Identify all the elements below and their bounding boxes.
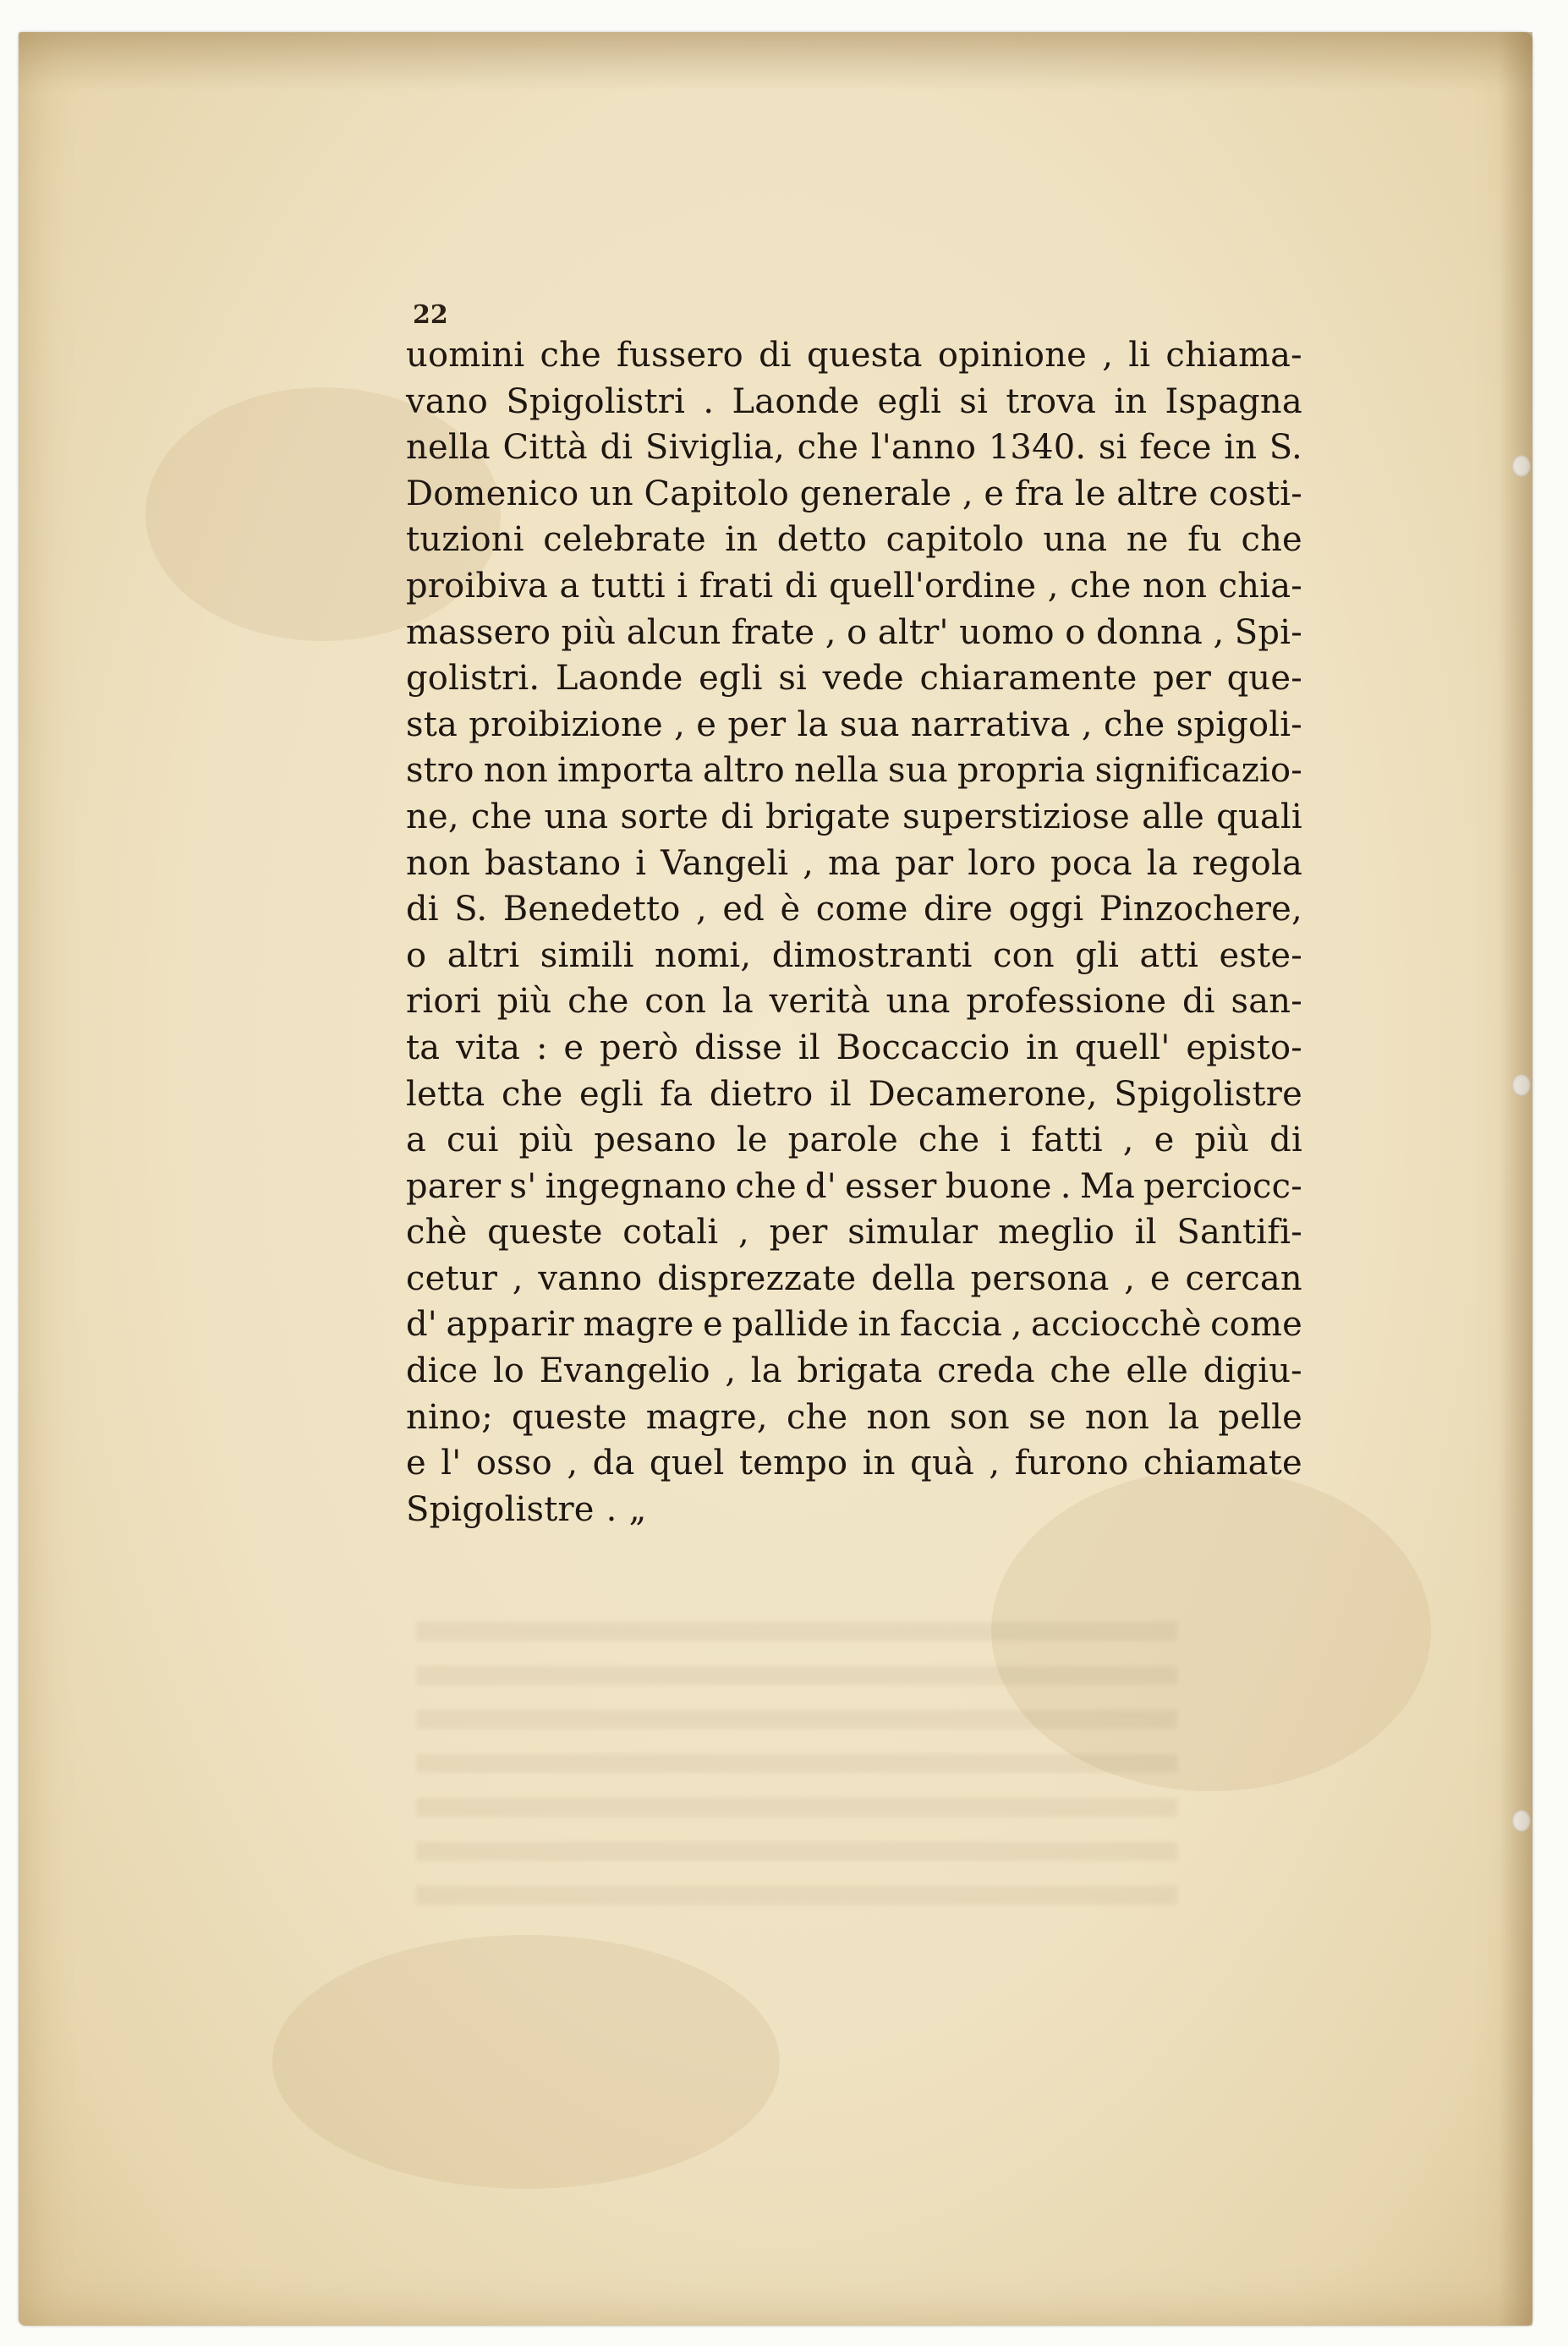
- binding-hole: [1512, 1074, 1531, 1096]
- text-line: riori più che con la verità una professione di san-: [406, 982, 1302, 1022]
- text-line: ta vita : e però disse il Boccaccio in quell' episto-: [406, 1028, 1302, 1067]
- text-line: dice lo Evangelio , la brigata creda che elle digiu-: [406, 1351, 1302, 1391]
- text-line: parer s' ingegnano che d' esser buone . Ma perciocc-: [406, 1166, 1302, 1206]
- text-line: o altri simili nomi, dimostranti con gli atti este-: [406, 935, 1302, 975]
- text-line: uomini che fussero di questa opinione , li chiama-: [406, 336, 1302, 375]
- text-line: a cui più pesano le parole che i fatti , e più di: [406, 1121, 1302, 1160]
- text-line: letta che egli fa dietro il Decamerone, Spigolistre: [406, 1074, 1302, 1114]
- text-line: d' apparir magre e pallide in faccia , acciocchè come: [406, 1305, 1302, 1345]
- text-line: ne, che una sorte di brigate superstiziose alle quali: [406, 797, 1302, 836]
- binding-hole: [1512, 455, 1531, 477]
- page-number: 22: [413, 300, 448, 330]
- text-line: non bastano i Vangeli , ma par loro poca la regola: [406, 843, 1302, 883]
- binding-hole: [1512, 1810, 1531, 1832]
- text-line: chè queste cotali , per simular meglio il Santifi-: [406, 1213, 1302, 1252]
- text-line: stro non importa altro nella sua propria significazio-: [406, 751, 1302, 791]
- text-line: e l' osso , da quel tempo in quà , furono chiamate: [406, 1444, 1302, 1483]
- text-line: golistri. Laonde egli si vede chiaramente per que-: [406, 659, 1302, 699]
- text-line: cetur , vanno disprezzate della persona , e cercan: [406, 1258, 1302, 1298]
- text-line: tuzioni celebrate in detto capitolo una ne fu che: [406, 520, 1302, 560]
- text-line: nella Città di Siviglia, che l'anno 1340. si fece in S.: [406, 428, 1302, 468]
- paper-stain: [272, 1935, 780, 2189]
- text-line: vano Spigolistri . Laonde egli si trova in Ispagna: [406, 381, 1302, 421]
- text-line: nino; queste magre, che non son se non la pelle: [406, 1397, 1302, 1437]
- text-line: Spigolistre . „: [406, 1489, 647, 1529]
- text-line: sta proibizione , e per la sua narrativa , che spigoli-: [406, 704, 1302, 744]
- text-line: Domenico un Capitolo generale , e fra le altre costi-: [406, 474, 1302, 513]
- show-through-text: [416, 1622, 1177, 1910]
- text-line: di S. Benedetto , ed è come dire oggi Pinzochere,: [406, 890, 1302, 929]
- body-text: [406, 332, 1302, 1532]
- text-line: massero più alcun frate , o altr' uomo o donna , Spi-: [406, 612, 1302, 652]
- text-line: proibiva a tutti i frati di quell'ordine , che non chia-: [406, 566, 1302, 606]
